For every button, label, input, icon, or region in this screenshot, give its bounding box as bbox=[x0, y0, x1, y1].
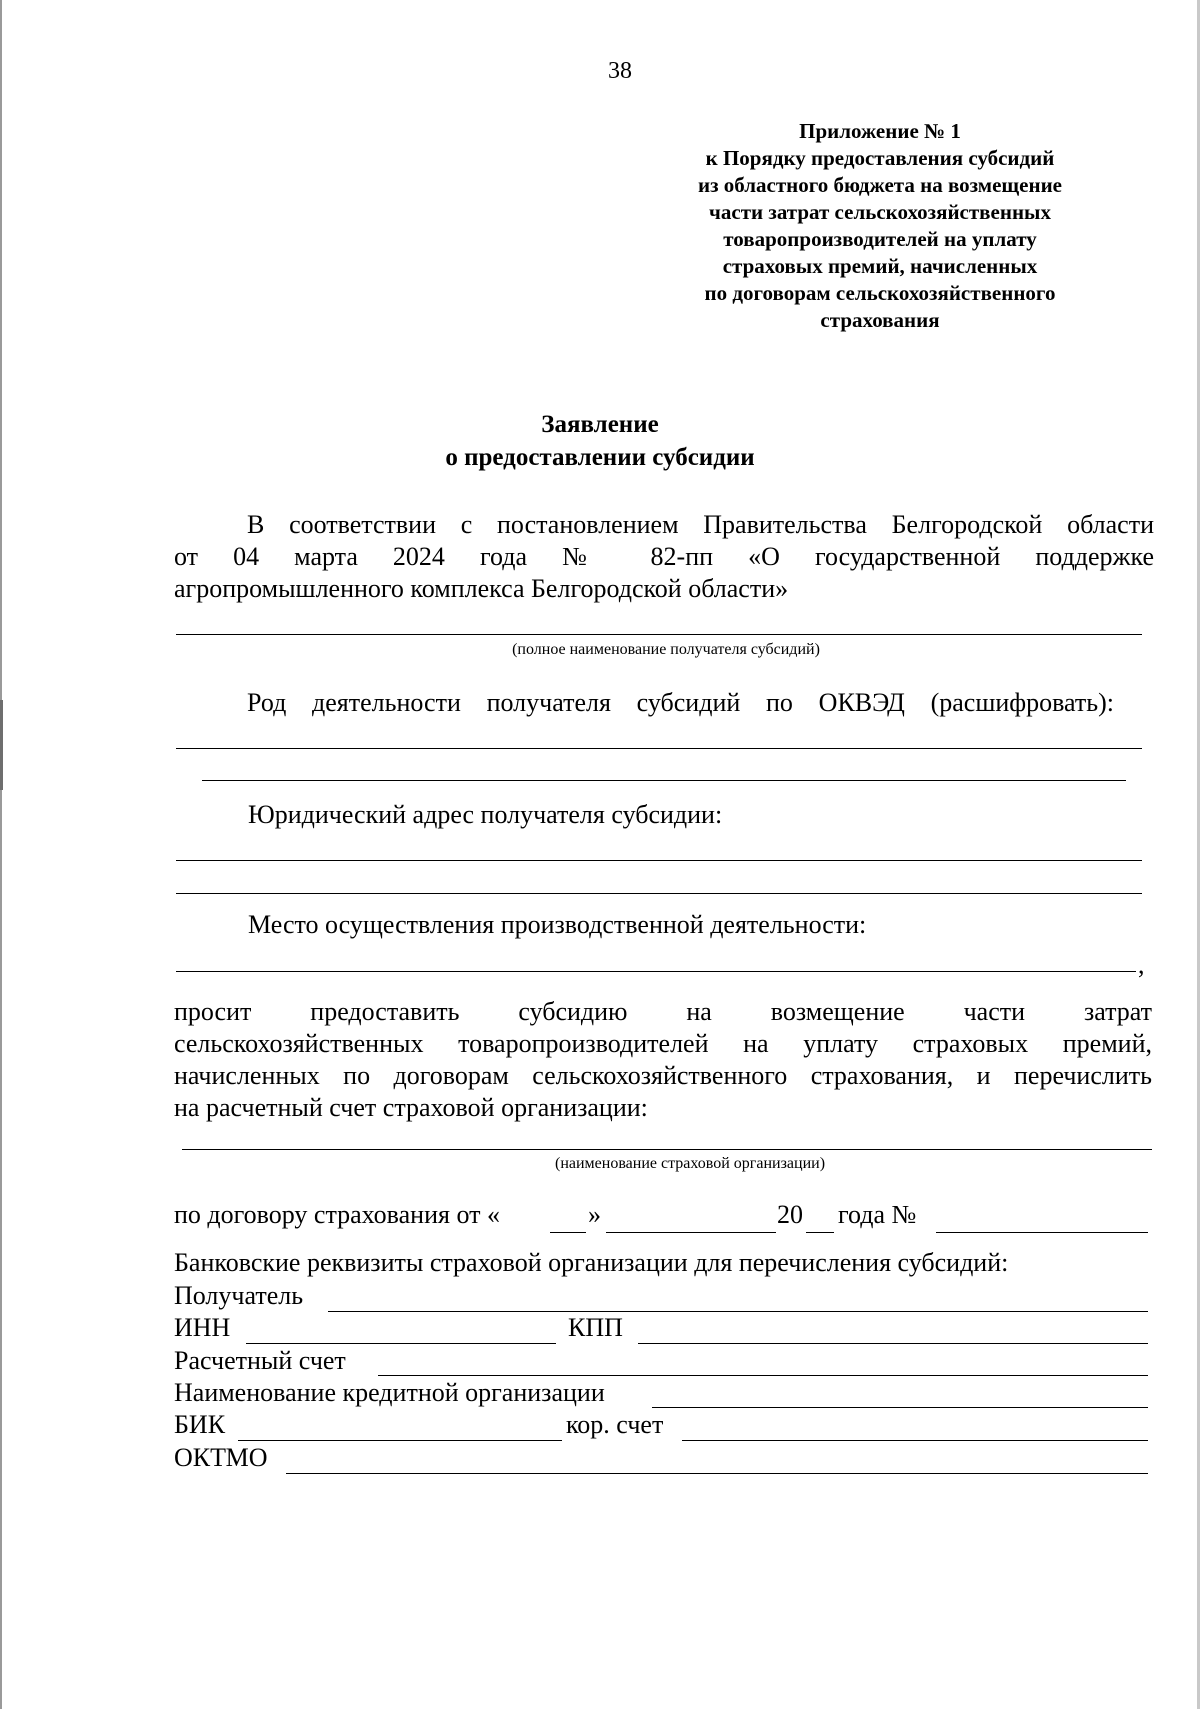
bank-name-label: Наименование кредитной организации bbox=[174, 1378, 605, 1407]
kpp-field[interactable] bbox=[638, 1343, 1148, 1344]
oktmo-label: ОКТМО bbox=[174, 1443, 268, 1472]
intro-line: агропромышленного комплекса Белгородской области» bbox=[174, 574, 789, 603]
appendix-line: Приложение № 1 bbox=[799, 119, 961, 143]
bank-name-field[interactable] bbox=[652, 1407, 1148, 1408]
inn-field[interactable] bbox=[246, 1343, 556, 1344]
contract-month-field[interactable] bbox=[606, 1232, 776, 1233]
intro-paragraph bbox=[174, 509, 1154, 605]
scan-mark bbox=[0, 700, 3, 790]
request-line: начисленных по договорам сельскохозяйственного страхования, и перечислить bbox=[174, 1061, 1152, 1090]
legal-address-line[interactable] bbox=[176, 893, 1142, 894]
title-line: Заявление bbox=[541, 411, 659, 438]
insurer-name-caption: (наименование страховой организации) bbox=[554, 1155, 826, 1172]
scan-edge bbox=[0, 0, 2, 1709]
recipient-field[interactable] bbox=[328, 1311, 1148, 1312]
okved-label bbox=[174, 687, 1154, 719]
contract-year-field[interactable] bbox=[806, 1232, 834, 1233]
inn-label: ИНН bbox=[174, 1313, 231, 1342]
intro-line: В соответствии с постановлением Правительства Белгородской области bbox=[247, 510, 1154, 539]
appendix-line: страховых премий, начисленных bbox=[722, 254, 1038, 278]
okved-line[interactable] bbox=[176, 748, 1142, 749]
corr-account-label: кор. счет bbox=[566, 1410, 664, 1439]
contract-day-field[interactable] bbox=[550, 1232, 586, 1233]
page-number: 38 bbox=[608, 58, 632, 84]
comma: , bbox=[1138, 950, 1145, 979]
recipient-name-line[interactable] bbox=[176, 634, 1142, 635]
production-place-label: Место осуществления производственной деятельности: bbox=[248, 910, 867, 939]
document-title bbox=[300, 408, 900, 474]
kpp-label: КПП bbox=[568, 1313, 623, 1342]
production-place-line[interactable] bbox=[176, 971, 1136, 972]
okved-line[interactable] bbox=[202, 780, 1126, 781]
contract-prefix: по договору страхования от « bbox=[174, 1200, 500, 1229]
recipient-label: Получатель bbox=[174, 1281, 304, 1310]
request-line: на расчетный счет страховой организации: bbox=[174, 1093, 648, 1122]
appendix-line: страхования bbox=[820, 308, 940, 332]
legal-address-line[interactable] bbox=[176, 860, 1142, 861]
request-line: просит предоставить субсидию на возмещение части затрат bbox=[174, 997, 1152, 1026]
bik-label: БИК bbox=[174, 1410, 226, 1439]
appendix-line: по договорам сельскохозяйственного bbox=[704, 281, 1056, 305]
contract-quote-close: » bbox=[588, 1200, 601, 1229]
request-paragraph bbox=[174, 996, 1152, 1124]
account-field[interactable] bbox=[378, 1375, 1148, 1376]
account-label: Расчетный счет bbox=[174, 1346, 346, 1375]
bank-heading: Банковские реквизиты страховой организации для перечисления субсидий: bbox=[174, 1248, 1009, 1277]
insurer-name-line[interactable] bbox=[182, 1149, 1152, 1150]
intro-line: от 04 марта 2024 года № 82-пп «О государственной поддержке bbox=[174, 542, 1154, 571]
appendix-header bbox=[640, 118, 1120, 334]
okved-text: Род деятельности получателя субсидий по ОКВЭД (расшифровать): bbox=[247, 688, 1114, 717]
appendix-line: товаропроизводителей на уплату bbox=[723, 227, 1037, 251]
recipient-name-caption: (полное наименование получателя субсидий) bbox=[512, 641, 820, 658]
bik-field[interactable] bbox=[238, 1440, 562, 1441]
contract-number-label: года № bbox=[838, 1200, 917, 1229]
legal-address-label: Юридический адрес получателя субсидии: bbox=[248, 800, 723, 829]
contract-number-field[interactable] bbox=[936, 1232, 1148, 1233]
title-line: о предоставлении субсидии bbox=[445, 444, 755, 471]
corr-account-field[interactable] bbox=[682, 1440, 1148, 1441]
appendix-line: из областного бюджета на возмещение bbox=[698, 173, 1062, 197]
appendix-line: к Порядку предоставления субсидий bbox=[705, 146, 1055, 170]
appendix-line: части затрат сельскохозяйственных bbox=[709, 200, 1051, 224]
oktmo-field[interactable] bbox=[286, 1473, 1148, 1474]
contract-year-prefix: 20 bbox=[777, 1200, 803, 1229]
request-line: сельскохозяйственных товаропроизводителей на уплату страховых премий, bbox=[174, 1029, 1152, 1058]
